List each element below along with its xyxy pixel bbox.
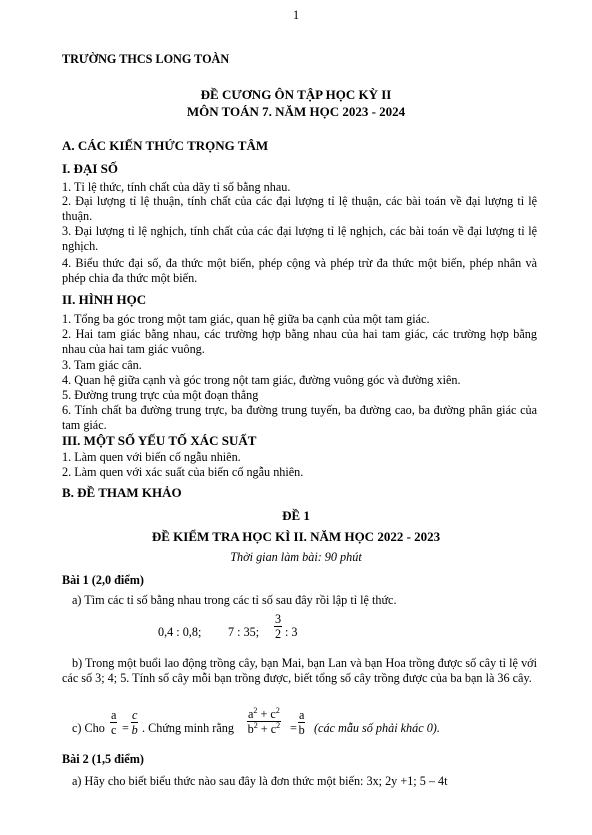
probability-item-2: 2. Làm quen với xác suất của biến cố ngẫu nhiên. [62,465,304,479]
algebra-item-1: 1. Tỉ lệ thức, tính chất của dãy tỉ số bằng nhau. [62,180,291,194]
bai1-heading: Bài 1 (2,0 điểm) [62,573,144,587]
geometry-item-1: 1. Tổng ba góc trong một tam giác, quan hệ giữa ba cạnh của một tam giác. [62,312,430,326]
geometry-heading: II. HÌNH HỌC [62,292,147,307]
exam-title: ĐỀ KIỂM TRA HỌC KÌ II. NĂM HỌC 2022 - 2023 [151,529,441,544]
fraction-denominator: 2 [275,627,282,641]
algebra-heading: I. ĐẠI SỐ [62,161,118,176]
bai1-part-b: b) Trong một buổi lao động trồng cây, bạn Mai, bạn Lan và bạn Hoa trồng được số cây tỉ lệ với các số 3; 4; 5. Tính số cây mỗi bạn trồng được, biết tổng số cây trồng được của ba bạn là 36 cây. [62,656,537,685]
algebra-item-3: 3. Đại lượng tỉ lệ nghịch, tính chất của các đại lượng tỉ lệ nghịch, các bài toán về đại lượng tỉ lệ nghịch. [62,224,537,253]
bai1-part-c-prefix: c) Cho [72,721,105,735]
fraction-denominator: b [131,723,138,737]
fraction-a-over-c [110,708,117,737]
fraction-numerator: $a^2 + c^2$ [248,706,280,721]
equals-sign: = [122,721,129,735]
fraction-numerator: c [132,708,138,722]
section-a-heading: A. CÁC KIẾN THỨC TRỌNG TÂM [62,138,269,153]
fraction-denominator: c [111,723,117,737]
ratio-1: 0,4 : 0,8; [158,625,202,639]
geometry-item-2: 2. Hai tam giác bằng nhau, các trường hợp bằng nhau của hai tam giác, các trường hợp bằng nhau của hai tam giác vuông. [62,327,537,356]
bai1-part-c-note: (các mẫu số phải khác 0). [314,721,440,735]
ratio-2: 7 : 35; [228,625,260,639]
fraction-numerator: 3 [275,612,282,626]
geometry-item-3: 3. Tam giác cân. [62,358,142,372]
school-name: TRƯỜNG THCS LONG TOÀN [62,52,230,66]
probability-item-1: 1. Làm quen với biến cố ngẫu nhiên. [62,450,241,464]
doc-title-line1: ĐỀ CƯƠNG ÔN TẬP HỌC KỲ II [200,87,392,102]
ratio-3-tail: : 3 [285,625,298,639]
exam-time: Thời gian làm bài: 90 phút [230,550,362,564]
section-b-heading: B. ĐỀ THAM KHẢO [62,485,182,500]
geometry-item-5: 5. Đường trung trực của một đoạn thẳng [62,388,259,402]
fraction-denominator: b [298,723,305,737]
fraction-numerator: a [299,708,305,722]
page-number: 1 [292,8,300,22]
bai1-part-c-mid: . Chứng minh rằng [142,721,234,735]
fraction-a-over-b [298,708,305,737]
fraction-c-over-b [131,708,138,737]
geometry-item-4: 4. Quan hệ giữa cạnh và góc trong nột tam giác, đường vuông góc và đường xiên. [62,373,461,387]
exam-number: ĐỀ 1 [282,508,310,523]
probability-heading: III. MỘT SỐ YẾU TỐ XÁC SUẤT [62,433,257,448]
fraction-numerator: a [111,708,117,722]
fraction-denominator: $b^2 + c^2$ [247,721,281,736]
algebra-item-4: 4. Biểu thức đại số, đa thức một biến, phép cộng và phép trừ đa thức một biến, phép nhân và phép chia đa thức một biến. [62,256,537,285]
bai1-part-a: a) Tìm các tỉ số bằng nhau trong các tỉ số sau đây rồi lập tỉ lệ thức. [72,593,397,607]
doc-title-line2: MÔN TOÁN 7. NĂM HỌC 2023 - 2024 [186,104,406,119]
geometry-item-6: 6. Tính chất ba đường trung trực, ba đường trung tuyến, ba đường cao, ba đường phân giác của tam giác. [62,403,537,432]
equals-sign-2: = [290,721,297,735]
bai2-part-a: a) Hãy cho biết biểu thức nào sau đây là đơn thức một biến: 3x; 2y +1; 5 – 4t [72,774,448,788]
ratio-3-fraction [274,612,282,641]
fraction-sum-squares [247,707,281,736]
algebra-item-2: 2. Đại lượng tỉ lệ thuận, tính chất của các đại lượng tỉ lệ thuận, các bài toán về đại lượng tỉ lệ thuận. [62,194,537,223]
bai2-heading: Bài 2 (1,5 điểm) [62,752,144,766]
